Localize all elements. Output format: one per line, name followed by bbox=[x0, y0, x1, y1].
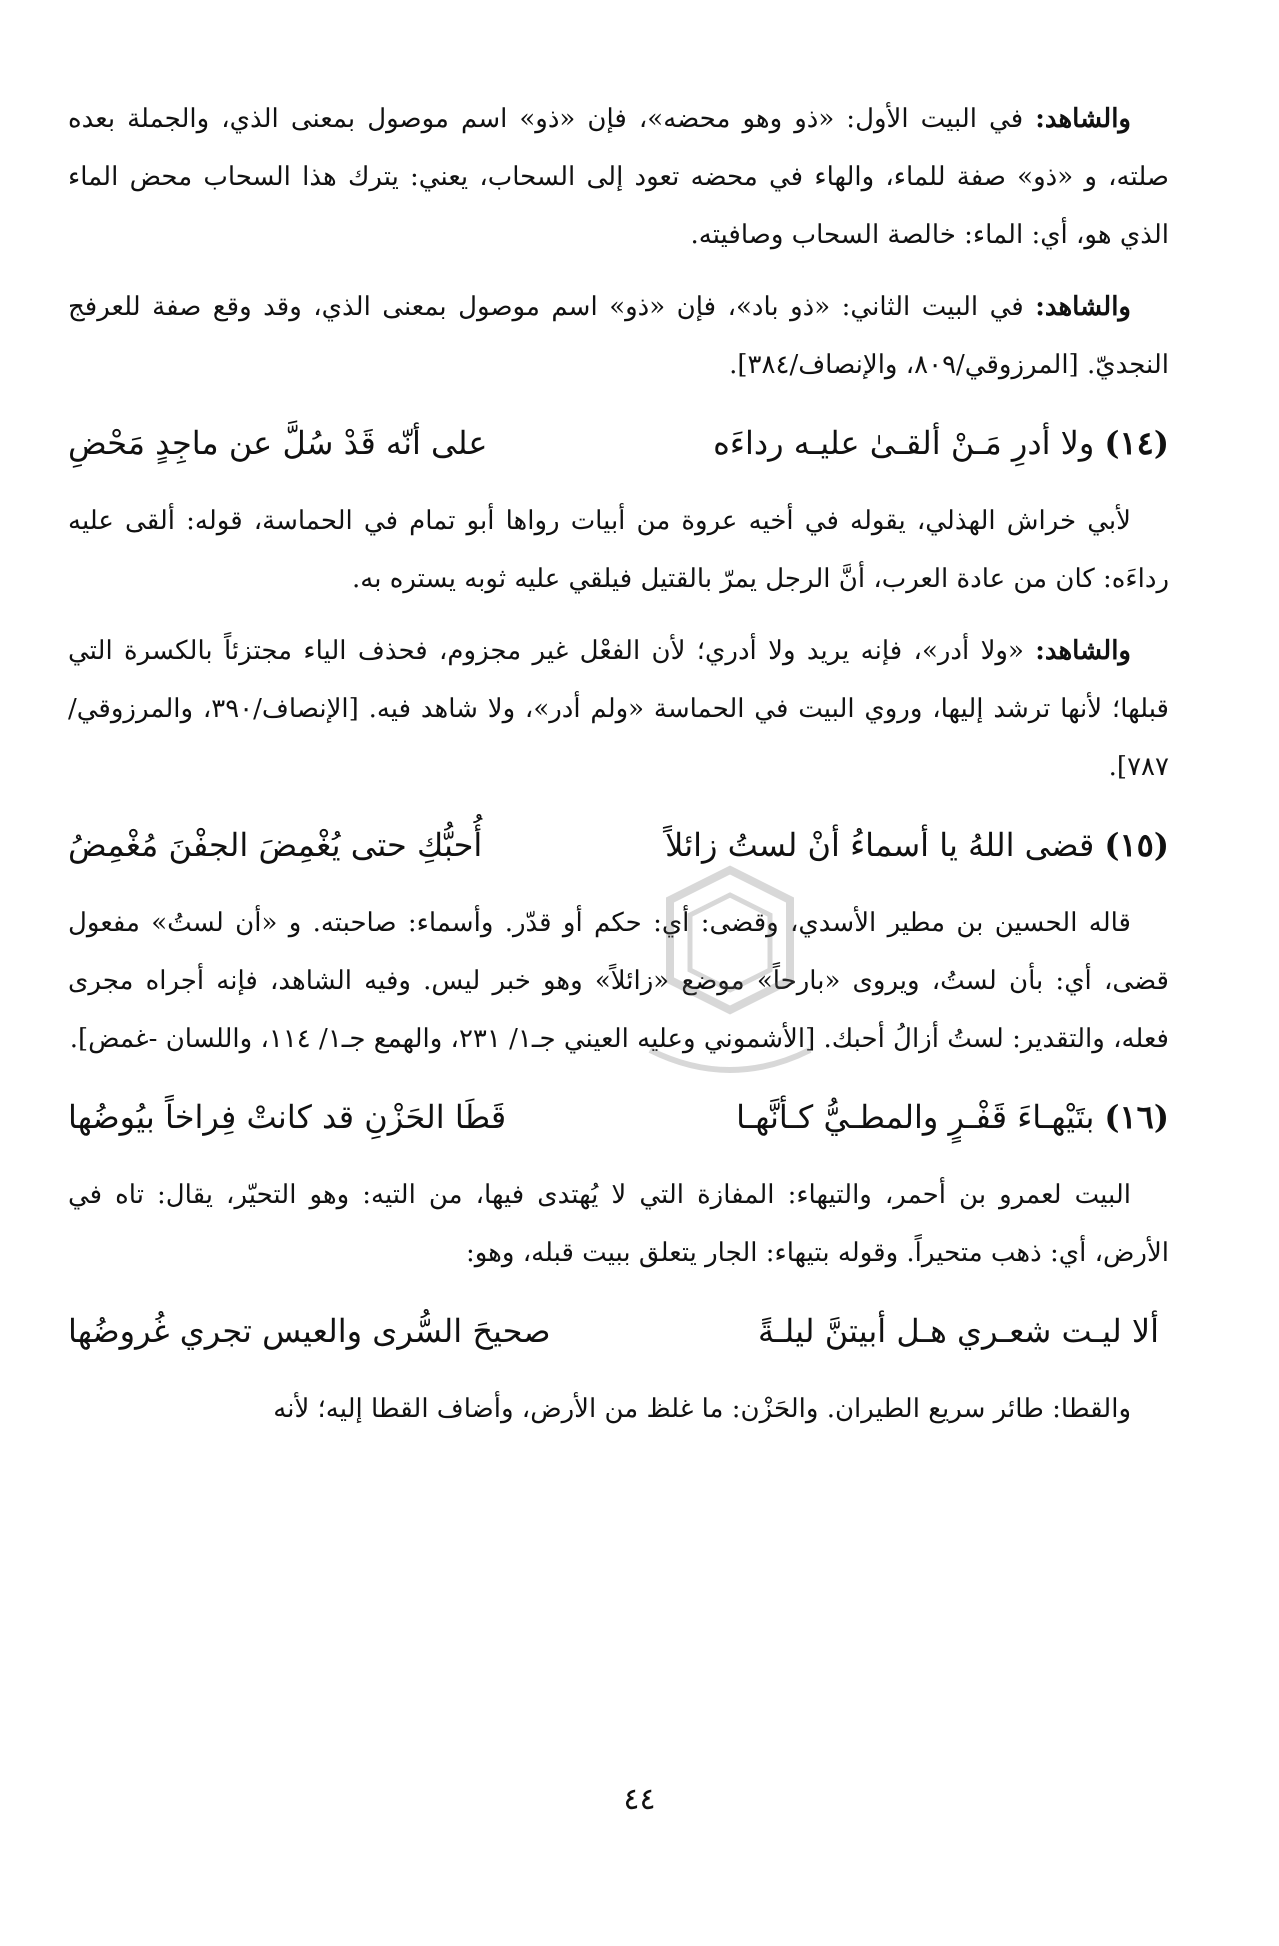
paragraph bbox=[68, 492, 1169, 608]
paragraph bbox=[68, 90, 1169, 264]
verse-number: (١٥) bbox=[1104, 826, 1169, 864]
page-body bbox=[68, 90, 1169, 1438]
paragraph bbox=[68, 894, 1169, 1068]
paragraph-lead: والشاهد: bbox=[1035, 636, 1131, 666]
verse-first-hemistich bbox=[758, 1296, 1169, 1366]
paragraph-text: في البيت الثاني: «ذو باد»، فإن «ذو» اسم موصول بمعنى الذي، وقد وقع صفة للعرفج النجديّ. [المرزوقي/٨٠٩، والإنصاف/٣٨٤]. bbox=[68, 292, 1169, 380]
paragraph bbox=[68, 1380, 1169, 1438]
paragraph-text: في البيت الأول: «ذو وهو محضه»، فإن «ذو» اسم موصول بمعنى الذي، والجملة بعده صلته، و «ذو» صفة للماء، والهاء في محضه تعود إلى السحاب، يعني: يترك هذا السحاب محض الماء الذي هو، أي: الماء: خالصة السحاب وصافيته. bbox=[68, 104, 1169, 250]
paragraph-text: لأبي خراش الهذلي، يقوله في أخيه عروة من أبيات رواها أبو تمام في الحماسة، قوله: ألقى عليه رداءَه: كان من عادة العرب، أنَّ الرجل يمرّ بالقتيل فيلقي عليه ثوبه يستره به. bbox=[68, 506, 1169, 594]
paragraph bbox=[68, 278, 1169, 394]
verse-first-text: ألا ليـت شعـري هـل أبيتنَّ ليلـةً bbox=[757, 1312, 1159, 1350]
verse-number: (١٤) bbox=[1104, 424, 1169, 462]
paragraph-text: البيت لعمرو بن أحمر، والتيهاء: المفازة التي لا يُهتدى فيها، من التيه: وهو التحيّر، يقال: تاه في الأرض، أي: ذهب متحيراً. وقوله بتيهاء: الجار يتعلق ببيت قبله، وهو: bbox=[68, 1180, 1169, 1268]
verse-first-text: قضى اللهُ يا أسماءُ أنْ لستُ زائلاً bbox=[665, 826, 1095, 864]
verse-line bbox=[68, 408, 1169, 478]
paragraph bbox=[68, 622, 1169, 796]
verse-number: (١٦) bbox=[1104, 1098, 1169, 1136]
verse-second-hemistich: أُحبُّكِ حتى يُغْمِضَ الجفْنَ مُغْمِضُ bbox=[68, 826, 483, 864]
verse-first-hemistich bbox=[713, 408, 1169, 478]
verse-first-text: ولا أدرِ مَـنْ ألقـىٰ عليـه رداءَه bbox=[713, 424, 1095, 462]
verse-line bbox=[68, 1082, 1169, 1152]
paragraph-text: قاله الحسين بن مطير الأسدي، وقضى: أي: حكم أو قدّر. وأسماء: صاحبته. و «أن لستُ» مفعول قضى، أي: بأن لستُ، ويروى «بارحاً» موضع «زائلاً» وهو خبر ليس. وفيه الشاهد، فإنه أجراه مجرى فعله، والتقدير: لستُ أزالُ أحبك. [الأشموني وعليه العيني جـ١/ ٢٣١، والهمع جـ١/ ١١٤، واللسان -غمض]. bbox=[68, 908, 1169, 1054]
paragraph-lead: والشاهد: bbox=[1035, 104, 1131, 134]
verse-line bbox=[68, 1296, 1169, 1366]
paragraph-lead: والشاهد: bbox=[1035, 292, 1131, 322]
verse-first-hemistich bbox=[665, 810, 1169, 880]
verse-second-hemistich: على أنّه قَدْ سُلَّ عن ماجِدٍ مَحْضِ bbox=[68, 424, 488, 462]
paragraph-text: والقطا: طائر سريع الطيران. والحَزْن: ما غلظ من الأرض، وأضاف القطا إليه؛ لأنه bbox=[273, 1394, 1131, 1424]
verse-first-hemistich bbox=[736, 1082, 1169, 1152]
paragraph bbox=[68, 1166, 1169, 1282]
verse-second-hemistich: قَطَا الحَزْنِ قد كانتْ فِراخاً بيُوضُها bbox=[68, 1098, 507, 1136]
verse-second-hemistich: صحيحَ السُّرى والعيس تجري غُروضُها bbox=[68, 1312, 551, 1350]
verse-first-text: بتَيْهـاءَ قَفْـرٍ والمطـيُّ كـأنَّهـا bbox=[736, 1098, 1095, 1136]
paragraph-text: «ولا أدر»، فإنه يريد ولا أدري؛ لأن الفعْل غير مجزوم، فحذف الياء مجتزئاً بالكسرة التي قبلها؛ لأنها ترشد إليها، وروي البيت في الحماسة «ولم أدر»، ولا شاهد فيه. [الإنصاف/٣٩٠، والمرزوقي/٧٨٧]. bbox=[68, 636, 1169, 782]
verse-line bbox=[68, 810, 1169, 880]
page-number: ٤٤ bbox=[623, 1782, 656, 1817]
